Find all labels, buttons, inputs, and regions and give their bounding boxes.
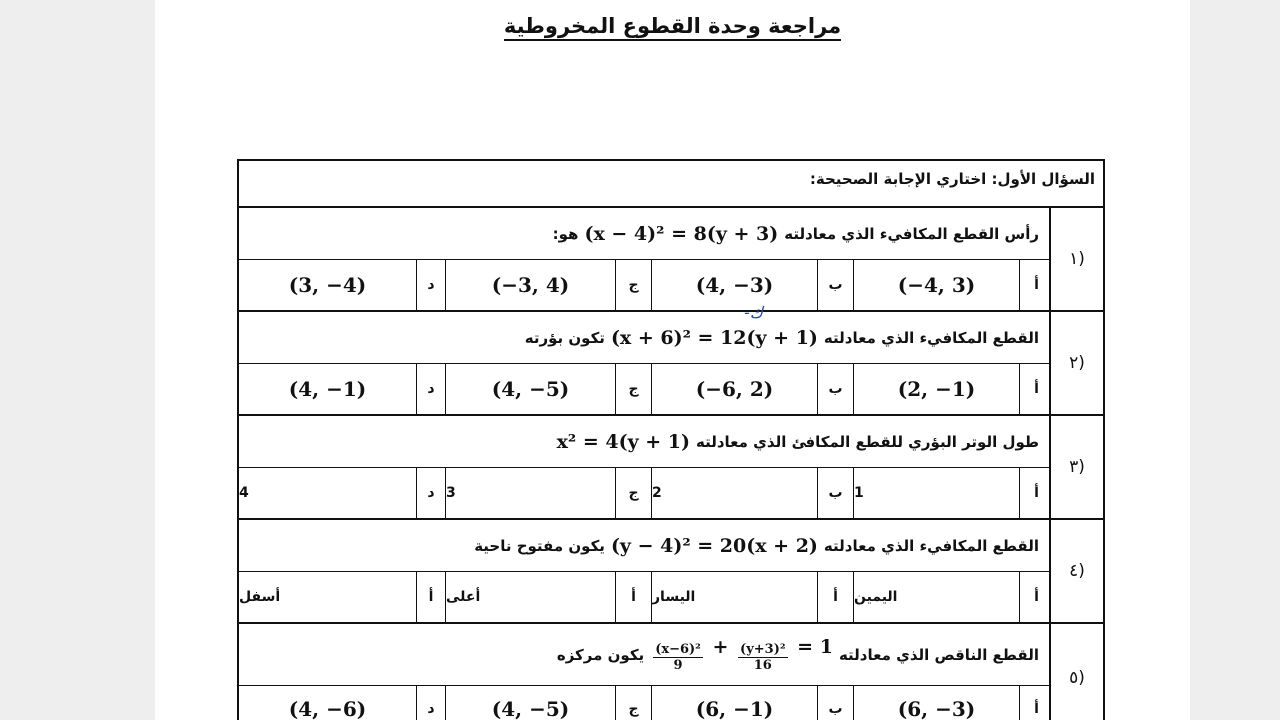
title-text: مراجعة وحدة القطوع المخروطية xyxy=(504,14,841,41)
option-value[interactable]: 4 xyxy=(239,485,249,501)
fraction-denominator: 16 xyxy=(753,658,772,673)
options-row xyxy=(239,686,1049,720)
equation-rhs: 1 xyxy=(819,636,833,658)
question-number: ١) xyxy=(1049,208,1103,310)
option-value[interactable]: (6, −1) xyxy=(651,686,817,720)
option-value[interactable]: 3 xyxy=(445,468,615,518)
question-suffix: تكون بؤرته xyxy=(524,328,605,347)
question-prompt: طول الوتر البؤري للقطع المكافئ الذي معادلته xyxy=(696,432,1039,451)
question-prompt: القطع الناقص الذي معادلته xyxy=(838,645,1039,664)
option-letter: ج xyxy=(615,260,651,310)
question-number: ٥) xyxy=(1049,624,1103,720)
equation: (x − 4)² = 8(y + 3) xyxy=(584,222,779,245)
option-letter: د xyxy=(416,364,445,414)
question-text xyxy=(239,416,1049,468)
question-4 xyxy=(237,520,1105,624)
question-text xyxy=(239,312,1049,364)
option-letter: أ xyxy=(1019,686,1053,720)
option-letter: أ xyxy=(615,572,651,622)
equation: x² = 4(y + 1) xyxy=(556,430,690,453)
option-letter: د xyxy=(416,686,445,720)
plus-sign: + xyxy=(712,636,729,658)
question-number: ٤) xyxy=(1049,520,1103,622)
option-value[interactable]: (3, −4) xyxy=(288,273,367,297)
question-prompt: رأس القطع المكافيء الذي معادلته xyxy=(784,224,1039,243)
option-letter: أ xyxy=(817,572,853,622)
fraction-numerator: (x−6)² xyxy=(655,642,701,657)
question-number: ٣) xyxy=(1049,416,1103,518)
question-text xyxy=(239,208,1049,260)
question-3 xyxy=(237,416,1105,520)
equation xyxy=(650,636,833,673)
question-5 xyxy=(237,624,1105,720)
option-value[interactable]: (4, −5) xyxy=(445,364,615,414)
question-1 xyxy=(237,208,1105,312)
question-prompt: القطع المكافيء الذي معادلته xyxy=(823,328,1039,347)
option-value[interactable]: (4, −3) xyxy=(651,260,817,310)
option-letter: ب xyxy=(817,364,853,414)
fraction xyxy=(653,642,703,673)
option-value[interactable]: (−3, 4) xyxy=(445,260,615,310)
option-value[interactable]: أسفل xyxy=(239,589,281,605)
question-suffix: يكون مفتوح ناحية xyxy=(474,536,605,555)
option-letter: أ xyxy=(1019,260,1053,310)
option-value[interactable]: (2, −1) xyxy=(853,364,1019,414)
questions-table xyxy=(237,159,1107,720)
option-value[interactable]: (4, −1) xyxy=(288,377,367,401)
option-letter: ب xyxy=(817,468,853,518)
question-text xyxy=(239,624,1049,686)
options-row xyxy=(239,364,1049,414)
handwritten-mark: -ك xyxy=(744,303,763,322)
fraction xyxy=(738,642,788,673)
option-letter: ب xyxy=(817,686,853,720)
option-value[interactable]: أعلى xyxy=(445,572,615,622)
option-letter: د xyxy=(416,468,445,518)
option-value[interactable]: (−4, 3) xyxy=(853,260,1019,310)
option-letter: د xyxy=(416,260,445,310)
option-letter: ج xyxy=(615,686,651,720)
option-value[interactable]: 2 xyxy=(651,468,817,518)
option-value[interactable]: اليسار xyxy=(651,572,817,622)
question-suffix: هو: xyxy=(552,224,579,243)
option-letter: أ xyxy=(416,572,445,622)
equals-sign: = xyxy=(797,636,814,658)
fraction-denominator: 9 xyxy=(673,658,683,673)
question-prompt: القطع المكافيء الذي معادلته xyxy=(823,536,1039,555)
option-value[interactable]: 1 xyxy=(853,468,1019,518)
options-row xyxy=(239,572,1049,622)
question-number: ٢) xyxy=(1049,312,1103,414)
option-letter: أ xyxy=(1019,364,1053,414)
option-letter: ج xyxy=(615,364,651,414)
question-text xyxy=(239,520,1049,572)
option-letter: ب xyxy=(817,260,853,310)
option-value[interactable]: اليمين xyxy=(853,572,1019,622)
equation: (y − 4)² = 20(x + 2) xyxy=(610,534,818,557)
option-letter: أ xyxy=(1019,468,1053,518)
page-title xyxy=(155,14,1190,38)
option-value[interactable]: (4, −5) xyxy=(445,686,615,720)
option-value[interactable]: (−6, 2) xyxy=(651,364,817,414)
section-header: السؤال الأول: اختاري الإجابة الصحيحة: xyxy=(237,159,1105,208)
equation: (x + 6)² = 12(y + 1) xyxy=(610,326,818,349)
option-value[interactable]: (4, −6) xyxy=(288,697,367,720)
options-row xyxy=(239,468,1049,518)
option-letter: أ xyxy=(1019,572,1053,622)
option-value[interactable]: (6, −3) xyxy=(853,686,1019,720)
option-letter: ج xyxy=(615,468,651,518)
options-row xyxy=(239,260,1049,310)
fraction-numerator: (y+3)² xyxy=(740,642,786,657)
question-suffix: يكون مركزه xyxy=(556,645,645,664)
question-2 xyxy=(237,312,1105,416)
